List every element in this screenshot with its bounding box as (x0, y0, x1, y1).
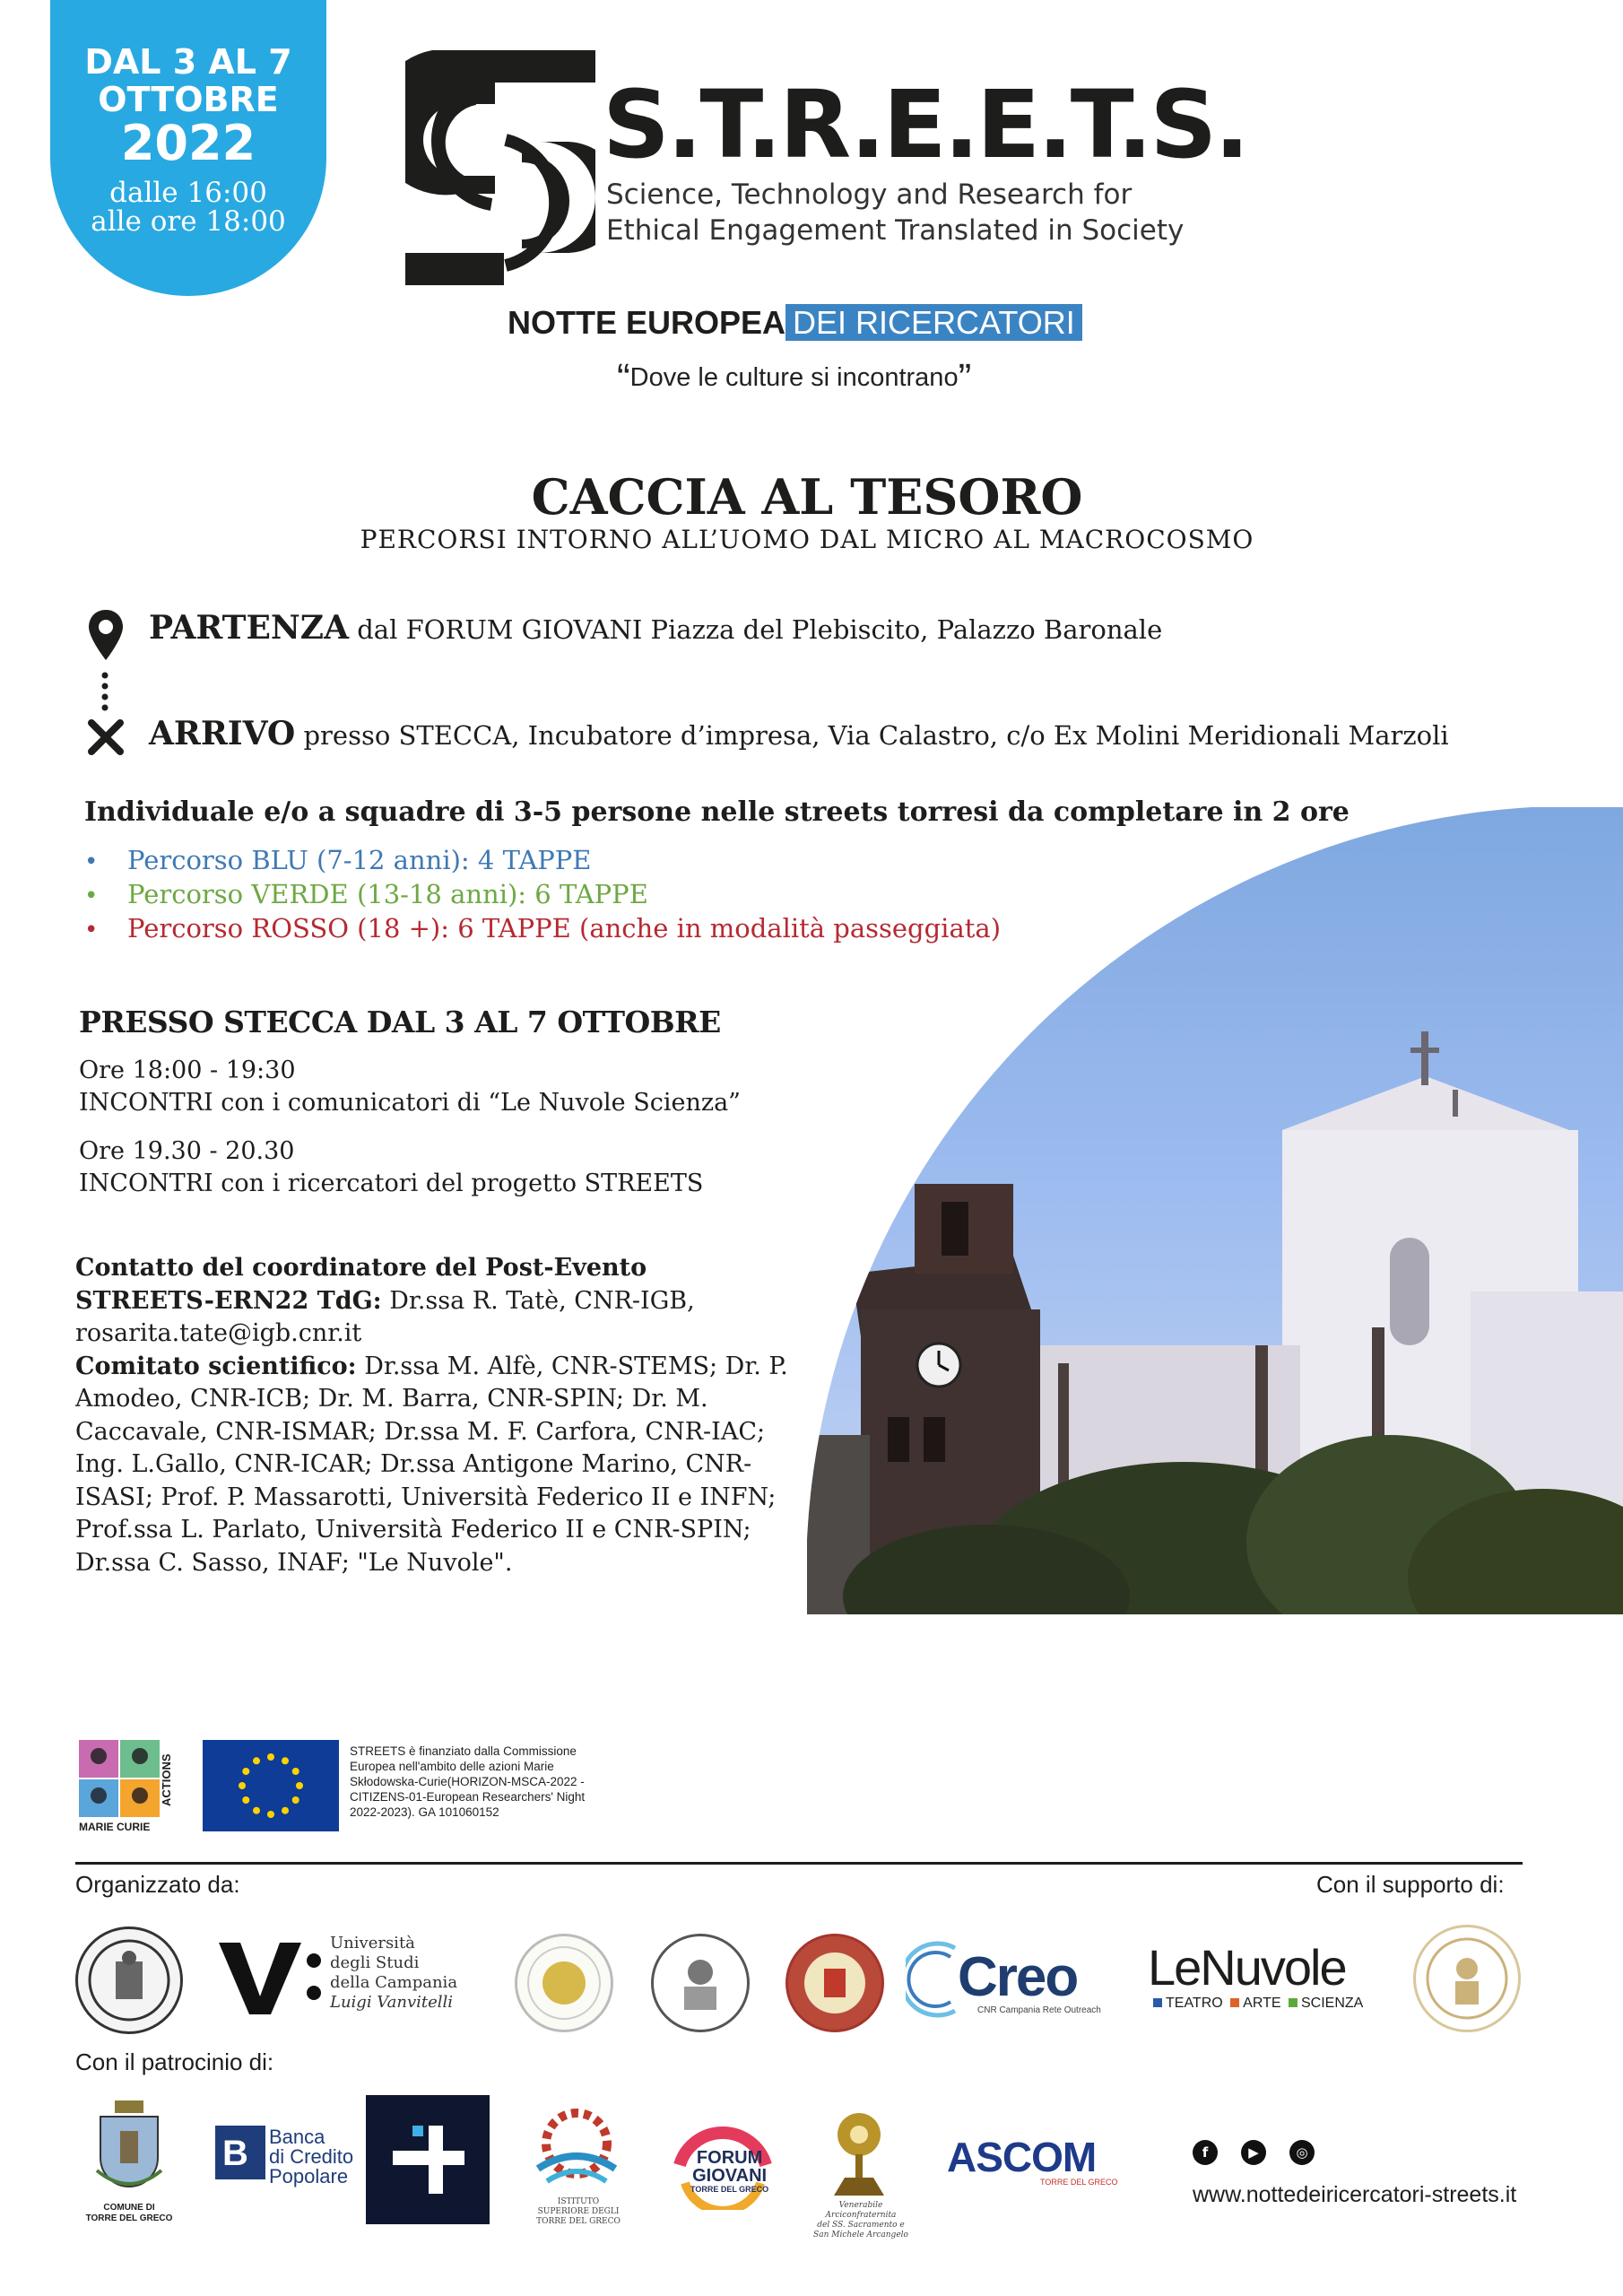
istituto-caption (520, 2197, 637, 2227)
mc-actions-label: ACTIONS (160, 1753, 173, 1807)
route-start-label: PARTENZA (149, 609, 350, 647)
instagram-icon[interactable]: ◎ (1289, 2140, 1315, 2165)
badge-time-from: dalle 16:00 (109, 177, 267, 209)
path-blue-text: Percorso BLU (7-12 anni): 4 TAPPE (127, 845, 592, 875)
logo-subtitle-line1: Science, Technology and Research for (606, 178, 1133, 211)
funding-text: STREETS è finanziato dalla Commissione Europea nell'ambito delle azioni Marie Skłodowska-Curie(HORIZON-MSCA-2022 -CITIZENS-01-European Researchers' Night 2022-2023). GA 101060152 (350, 1744, 586, 1819)
logo-subtitle-line2: Ethical Engagement Translated in Society (606, 214, 1185, 247)
quote-close-icon: ” (958, 356, 972, 400)
path-green-text: Percorso VERDE (13-18 anni): 6 TAPPE (127, 879, 648, 909)
schedule-heading: PRESSO STECCA DAL 3 AL 7 OTTOBRE (79, 1004, 721, 1039)
arciconfraternita-line3: San Michele Arcangelo (813, 2231, 908, 2239)
motto (617, 356, 972, 400)
lenuvole-teatro: TEATRO (1166, 1996, 1223, 2011)
schedule-desc-2: INCONTRI con i ricercatori del progetto STREETS (79, 1170, 704, 1197)
arciconfraternita-line1: Venerabile Arciconfraternita (825, 2201, 897, 2220)
liceo-seal-logo (515, 1934, 613, 2032)
eu-star-icon (282, 1757, 289, 1764)
comune-line2: TORRE DEL GRECO (85, 2213, 173, 2223)
blue-square-icon (1153, 1998, 1162, 2007)
creo-subtitle: CNR Campania Rete Outreach (977, 2005, 1101, 2015)
bullet-icon: • (84, 917, 99, 944)
seal-icon (78, 1929, 180, 2031)
lenuvole-arte: ARTE (1243, 1996, 1281, 2011)
forum-line1: FORUM (696, 2148, 763, 2168)
eu-star-icon (282, 1807, 289, 1814)
creo-logo-text: Creo (958, 1946, 1078, 2008)
istituto-line2: SUPERIORE DEGLI (537, 2207, 620, 2216)
badge-time-to: alle ore 18:00 (91, 205, 286, 238)
vanvitelli-line2: degli Studi (330, 1953, 420, 1972)
contacts-block (75, 1252, 811, 1579)
vanvitelli-logo-icon (215, 1937, 323, 2018)
forum-line2: GIOVANI (692, 2166, 768, 2186)
bcp-line2: di Credito (269, 2145, 354, 2168)
page-subtitle: PERCORSI INTORNO ALL’UOMO DAL MICRO AL MACROCOSMO (360, 525, 1254, 554)
lenuvole-scienza: SCIENZA (1301, 1996, 1364, 2011)
comune-line1: COMUNE DI (103, 2203, 155, 2213)
ascom-subtitle: TORRE DEL GRECO (1040, 2178, 1118, 2187)
bullet-icon: • (84, 883, 99, 909)
crest-icon (788, 1936, 881, 2030)
mc-label: MARIE CURIE (79, 1821, 151, 1833)
youtube-icon[interactable]: ▶ (1241, 2140, 1266, 2165)
path-red-text: Percorso ROSSO (18 +): 6 TAPPE (anche in modalità passeggiata) (127, 913, 1002, 944)
eu-star-icon (239, 1782, 246, 1789)
salerno-seal-logo (785, 1934, 884, 2032)
eu-star-icon (242, 1796, 249, 1804)
route-dotted-line (100, 671, 109, 716)
forum-text (690, 2149, 768, 2195)
page-title: CACCIA AL TESORO (531, 468, 1083, 526)
eu-star-icon (296, 1782, 303, 1789)
divider (75, 1862, 1523, 1865)
x-marker-icon (86, 718, 126, 757)
istituto-logo-icon (520, 2099, 633, 2197)
event-name-part2: DEI RICERCATORI (785, 304, 1082, 341)
route-start (149, 610, 1162, 648)
vanvitelli-text (330, 1934, 457, 2013)
motto-text: Dove le culture si incontrano (629, 363, 959, 392)
route-end-label: ARRIVO (149, 715, 296, 752)
website-link[interactable]: www.nottedeiricercatori-streets.it (1193, 2182, 1517, 2207)
eu-star-icon (242, 1768, 249, 1775)
route-end (149, 716, 1449, 753)
lenuvole-logo-text: LeNuvole (1148, 1939, 1346, 1996)
creo-swirl-icon (906, 1939, 959, 2020)
event-name-part1: NOTTE EUROPEA (508, 304, 786, 341)
lenuvole-subtitle (1150, 1995, 1363, 2013)
badge-dates: DAL 3 AL 7 (84, 42, 292, 82)
coordinator-heading: Contatto del coordinatore del Post-Evento (75, 1254, 647, 1282)
eu-star-icon (253, 1757, 260, 1764)
bullet-icon: • (84, 848, 99, 875)
map-pin-icon (86, 608, 126, 662)
vanvitelli-line1: Università (330, 1934, 415, 1952)
committee-members: Dr.ssa M. Alfè, CNR-STEMS; Dr. P. Amodeo, CNR-ICB; Dr. M. Barra, CNR-SPIN; Dr. M. Caccavale, CNR-ISMAR; Dr.ssa M. F. Carfora, CNR-IAC; Ing. L.Gallo, CNR-ICAR; Dr.ssa Antigone Marino, CNR-ISASI; Prof. P. Massarotti, Università Federico II e INFN; Prof.ssa L. Parlato, Università Federico II e CNR-SPIN; Dr.ssa C. Sasso, INAF; "Le Nuvole". (75, 1352, 788, 1577)
route-start-text: dal FORUM GIOVANI Piazza del Plebiscito, Palazzo Baronale (357, 614, 1163, 645)
ascom-logo-text: ASCOM (947, 2134, 1097, 2180)
quote-open-icon: “ (617, 356, 630, 400)
committee-heading: Comitato scientifico: (75, 1352, 357, 1380)
coordinator-email[interactable]: rosarita.tate@igb.cnr.it (75, 1319, 362, 1347)
event-name (508, 305, 1082, 341)
eu-star-icon (267, 1811, 274, 1818)
sun-icon (517, 1936, 611, 2030)
coordinator-name: Dr.ssa R. Tatè, CNR-IGB, (389, 1286, 695, 1315)
badge-month: OTTOBRE (98, 80, 279, 119)
plus-logo-icon (366, 2095, 490, 2224)
arciconfraternita-line2: del SS. Sacramento e (817, 2221, 905, 2230)
istituto-line3: TORRE DEL GRECO (536, 2217, 621, 2226)
bcp-text (269, 2127, 353, 2187)
scholar-icon (654, 1936, 747, 2030)
schedule-time-2: Ore 19.30 - 20.30 (79, 1137, 295, 1165)
logo-name: S.T.R.E.E.T.S. (603, 70, 1247, 179)
comune-label (75, 2203, 183, 2224)
bcp-logo-icon (215, 2126, 265, 2179)
istituto-line1: ISTITUTO (557, 2197, 600, 2206)
streets-logo-mark (405, 50, 595, 285)
svg-text:B: B (222, 2134, 248, 2173)
eu-star-icon (292, 1796, 299, 1804)
organized-by-label: Organizzato da: (75, 1871, 240, 1898)
schedule-desc-1: INCONTRI con i comunicatori di “Le Nuvole Scienza” (79, 1089, 741, 1117)
eu-star-icon (267, 1753, 274, 1761)
facebook-icon[interactable]: f (1193, 2140, 1218, 2165)
sannio-seal-logo (1413, 1925, 1521, 2032)
orange-square-icon (1230, 1998, 1239, 2007)
badge-year: 2022 (120, 115, 256, 171)
church-photo (807, 807, 1623, 1614)
vanvitelli-line4: Luigi Vanvitelli (330, 1993, 454, 2012)
coordinator-code: STREETS-ERN22 TdG: (75, 1286, 382, 1315)
bcp-line3: Popolare (269, 2165, 349, 2187)
eu-star-icon (253, 1807, 260, 1814)
participation-info: Individuale e/o a squadre di 3-5 persone nelle streets torresi da completare in 2 ore (84, 796, 1350, 828)
route-end-text: presso STECCA, Incubatore d’impresa, Via Calastro, c/o Ex Molini Meridionali Marzoli (303, 720, 1449, 751)
path-green (84, 877, 648, 913)
bcp-line1: Banca (269, 2126, 325, 2148)
vanvitelli-line3: della Campania (330, 1973, 458, 1992)
support-label: Con il supporto di: (1316, 1871, 1505, 1898)
monstrance-icon (816, 2099, 902, 2197)
path-blue (84, 843, 591, 879)
eu-star-icon (292, 1768, 299, 1775)
schedule-time-1: Ore 18:00 - 19:30 (79, 1057, 296, 1084)
figure-icon (1416, 1927, 1518, 2030)
date-badge (50, 0, 326, 296)
patronage-label: Con il patrocinio di: (75, 2048, 274, 2075)
cnr-seal-logo (75, 1926, 183, 2034)
comune-coat-of-arms-icon (93, 2099, 165, 2197)
orientale-seal-logo (651, 1934, 750, 2032)
arciconfraternita-caption (807, 2201, 915, 2240)
forum-line3: TORRE DEL GRECO (690, 2185, 769, 2194)
green-square-icon (1289, 1998, 1298, 2007)
eu-flag-icon (203, 1740, 339, 1831)
